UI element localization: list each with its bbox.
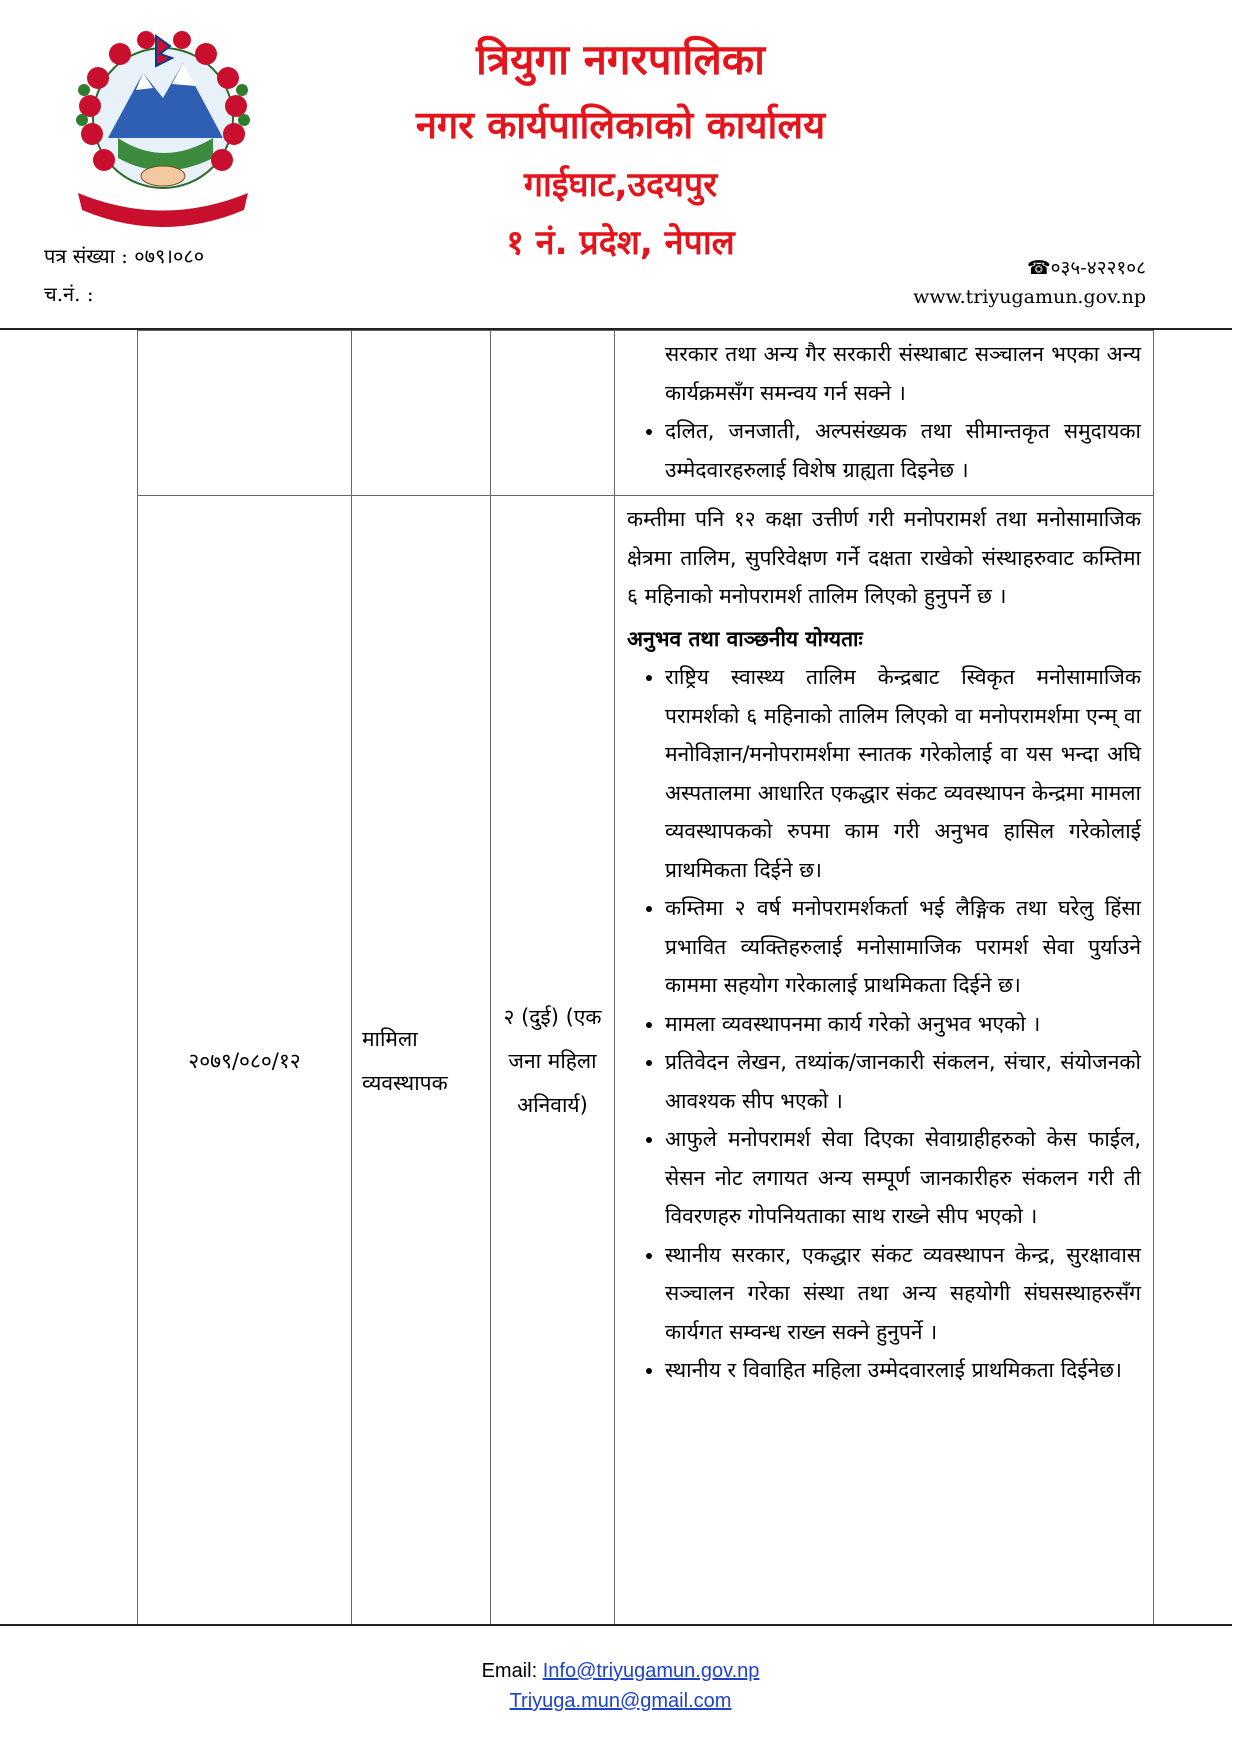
- footer-email-line: [0, 1660, 1241, 1683]
- requirements-cell: [615, 496, 1154, 1626]
- office-province: १ नं. प्रदेश, नेपाल: [506, 223, 735, 263]
- website-address[interactable]: www.triyugamun.gov.np: [913, 286, 1146, 308]
- office-location: गाईघाट,उदयपुर: [523, 165, 718, 205]
- list-item: • कम्तिमा २ वर्ष मनोपरामर्शकर्ता भई लैङ्गिक तथा घरेलु हिंसा प्रभावित व्यक्तिहरुलाई मनोसामाजिक परामर्श सेवा पुर्याउने काममा सहयोग गरेकालाई प्राथमिकता दिईने छ।: [665, 889, 1141, 1005]
- list-item: • दलित, जनजाती, अल्पसंख्यक तथा सीमान्तकृत समुदायका उम्मेदवारहरुलाई विशेष ग्राह्यता दिइनेछ ।: [665, 412, 1141, 489]
- phone-number: ☎०३५-४२२१०८: [1026, 257, 1146, 279]
- list-item: सरकार तथा अन्य गैर सरकारी संस्थाबाट सञ्चालन भएका अन्य कार्यक्रमसँग समन्वय गर्न सक्ने ।: [665, 342, 1141, 405]
- office-subtitle: नगर कार्यपालिकाको कार्यालय: [415, 103, 826, 147]
- table-row: [138, 331, 1154, 496]
- code-cell: [138, 331, 352, 496]
- list-item: • स्थानीय सरकार, एकद्धार संकट व्यवस्थापन केन्द्र, सुरक्षावास सञ्चालन गरेका संस्था तथा अन्य सहयोगी संघसस्थाहरुसँग कार्यगत सम्वन्ध राख्न सक्ने हुनुपर्ने ।: [665, 1236, 1141, 1352]
- count-cell: [491, 331, 615, 496]
- list-item: • स्थानीय र विवाहित महिला उम्मेदवारलाई प्राथमिकता दिईनेछ।: [665, 1351, 1141, 1390]
- vacancy-table: [137, 330, 1154, 1626]
- email-label: Email:: [481, 1660, 538, 1682]
- requirements-cell: [615, 331, 1154, 496]
- post-count: २ (दुई) (एक जना महिला अनिवार्य): [491, 496, 615, 1626]
- office-name: त्रियुगा नगरपालिका: [476, 35, 765, 84]
- position-code: २०७९/०८०/१२: [138, 496, 352, 1626]
- list-item: • मामला व्यवस्थापनमा कार्य गरेको अनुभव भएको ।: [665, 1005, 1141, 1044]
- post-cell: [352, 331, 491, 496]
- footer-email-line-2: [0, 1690, 1241, 1713]
- qualification-text: कम्तीमा पनि १२ कक्षा उत्तीर्ण गरी मनोपरामर्श तथा मनोसामाजिक क्षेत्रमा तालिम, सुपरिवेक्षण गर्ने दक्षता राखेको संस्थाहरुवाट कम्तिमा ६ महिनाको मनोपरामर्श तालिम लिएको हुनुपर्ने छ ।: [627, 507, 1141, 608]
- post-name: मामिला व्यवस्थापक: [352, 496, 491, 1626]
- table-row: [138, 496, 1154, 1626]
- experience-heading: अनुभव तथा वाञ्छनीय योग्यताः: [627, 626, 863, 651]
- experience-list: [627, 658, 1141, 1390]
- dispatch-number: च.नं. :: [44, 282, 94, 306]
- email-link-primary[interactable]: Info@triyugamun.gov.np: [542, 1660, 760, 1682]
- list-item: • प्रतिवेदन लेखन, तथ्यांक/जानकारी संकलन, संचार, संयोजनको आवश्यक सीप भएको ।: [665, 1043, 1141, 1120]
- list-item: • राष्ट्रिय स्वास्थ्य तालिम केन्द्रबाट स्विकृत मनोसामाजिक परामर्शको ६ महिनाको तालिम लिएको वा मनोपरामर्शमा एन्म् वा मनोविज्ञान/मनोपरामर्शमा स्नातक गरेकोलाई वा यस भन्दा अघि अस्पतालमा आधारित एकद्धार संकट व्यवस्थापन केन्द्रमा मामला व्यवस्थापकको रुपमा काम गरी अनुभव हासिल गरेकोलाई प्राथमिकता दिईने छ।: [665, 658, 1141, 889]
- footer-divider: [0, 1624, 1232, 1626]
- letter-reference-number: पत्र संख्या : ०७९।०८०: [44, 244, 205, 268]
- email-link-secondary[interactable]: Triyuga.mun@gmail.com: [509, 1690, 732, 1712]
- list-item: • आफुले मनोपरामर्श सेवा दिएका सेवाग्राहीहरुको केस फाईल, सेसन नोट लगायत अन्य सम्पूर्ण जानकारीहरु संकलन गरी ती विवरणहरु गोपनियताका साथ राख्ने सीप भएको ।: [665, 1120, 1141, 1236]
